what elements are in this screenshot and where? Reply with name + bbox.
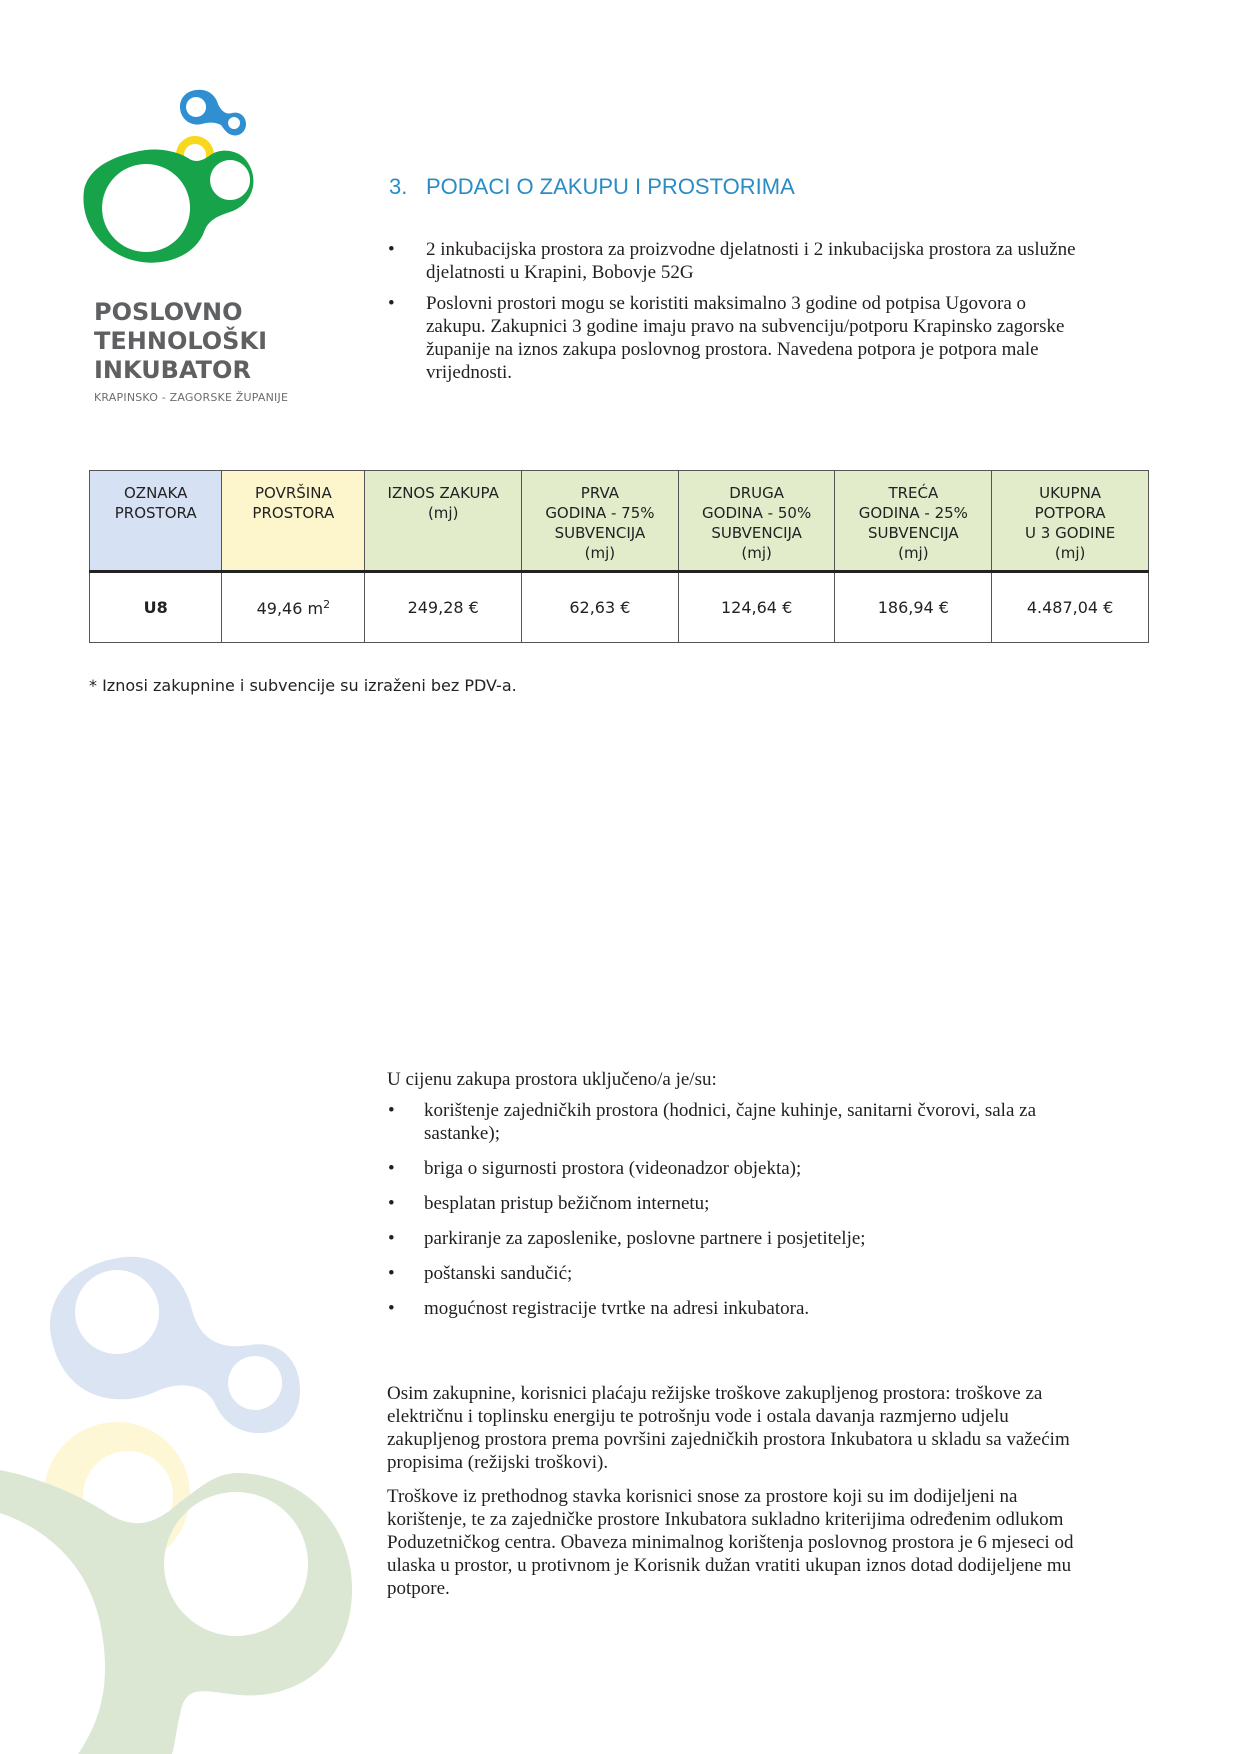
cell-total: 4.487,04 € [992, 572, 1149, 643]
header-year3 [835, 471, 992, 572]
list-item-text: briga o sigurnosti prostora (videonadzor objekta); [424, 1158, 802, 1179]
header-line: GODINA - 50% [702, 504, 812, 522]
logo-blue-bubbles-icon [180, 90, 246, 136]
list-item [385, 292, 1085, 384]
section-number: 3. [389, 174, 408, 199]
logo-line-3: INKUBATOR [94, 356, 251, 384]
header-line: IZNOS ZAKUPA [387, 484, 499, 502]
list-item [385, 238, 1085, 284]
header-year1 [522, 471, 679, 572]
list-item-text: mogućnost registracije tvrtke na adresi inkubatora. [424, 1298, 810, 1319]
list-item-text: korištenje zajedničkih prostora (hodnici, čajne kuhinje, sanitarni čvorovi, sala za sastanke); [424, 1100, 1037, 1144]
header-line: OZNAKA [123, 484, 188, 502]
cell-year2: 124,64 € [678, 572, 835, 643]
header-line: (mj) [898, 544, 929, 562]
header-line: SUBVENCIJA [868, 524, 959, 542]
cell-space-label: U8 [90, 572, 222, 643]
header-line: (mj) [741, 544, 772, 562]
header-line: (mj) [1054, 544, 1086, 562]
header-line: GODINA - 25% [858, 504, 968, 522]
vat-footnote: * Iznosi zakupnine i subvencije su izraženi bez PDV-a. [89, 676, 517, 695]
section-title: PODACI O ZAKUPU I PROSTORIMA [426, 174, 795, 199]
logo-mark [80, 80, 270, 270]
header-line: TREĆA [888, 484, 939, 502]
header-line: PROSTORA [114, 504, 197, 522]
header-line: U 3 GODINE [1025, 524, 1116, 542]
list-item-text: 2 inkubacijska prostora za proizvodne djelatnosti i 2 inkubacijska prostora za uslužne djelatnosti u Krapini, Bobovje 52G [426, 239, 1076, 283]
included-services [387, 1068, 1087, 1332]
list-item-text: besplatan pristup bežičnom internetu; [424, 1193, 710, 1214]
bullet-icon: • [388, 1158, 395, 1179]
decor-blue-bubbles [50, 1257, 300, 1433]
header-area [222, 471, 365, 572]
table-row [90, 572, 1149, 643]
cell-area [222, 572, 365, 643]
bullet-icon: • [388, 1298, 395, 1319]
list-item [387, 1227, 1087, 1250]
logo-line-1: POSLOVNO [94, 298, 243, 326]
list-item-text: parkiranje za zaposlenike, poslovne partnere i posjetitelje; [424, 1228, 866, 1249]
header-line: (mj) [427, 504, 459, 522]
header-space-label [90, 471, 222, 572]
header-line: PRVA [580, 484, 620, 502]
header-line: SUBVENCIJA [711, 524, 802, 542]
list-item-text: Poslovni prostori mogu se koristiti maksimalno 3 godine od potpisa Ugovora o zakupu. Zakupnici 3 godine imaju pravo na subvenciju/potporu Krapinsko zagorske županije na iznos zakupa poslovnog prostora. Navedena potpora je potpora male vrijednosti. [426, 293, 1065, 383]
header-line: UKUPNA [1039, 484, 1102, 502]
logo-wordmark [94, 298, 288, 404]
table-header-row [90, 471, 1149, 572]
bullet-icon: • [388, 293, 395, 314]
background-bubbles-decoration [0, 1220, 380, 1754]
bullet-icon: • [388, 1228, 395, 1249]
cell-rent: 249,28 € [365, 572, 522, 643]
cost-paragraphs [387, 1382, 1087, 1611]
header-line: GODINA - 75% [545, 504, 655, 522]
bullet-icon: • [388, 1193, 395, 1214]
list-item [387, 1262, 1087, 1285]
header-line: PROSTORA [252, 504, 335, 522]
area-value: 49,46 m [256, 598, 324, 618]
cell-year3: 186,94 € [835, 572, 992, 643]
header-line: SUBVENCIJA [554, 524, 646, 542]
header-total [992, 471, 1149, 572]
bullet-icon: • [388, 1100, 395, 1121]
header-year2 [678, 471, 835, 572]
header-line: POVRŠINA [255, 484, 332, 502]
included-intro: U cijenu zakupa prostora uključeno/a je/su: [387, 1069, 717, 1090]
decor-green-bubble [0, 1470, 352, 1754]
area-unit-superscript: 2 [323, 597, 331, 611]
list-item [387, 1192, 1087, 1215]
cell-year1: 62,63 € [522, 572, 679, 643]
list-item [387, 1099, 1087, 1145]
paragraph-cost-obligations: Troškove iz prethodnog stavka korisnici snose za prostore koji su im dodijeljeni na korištenje, te za zajedničke prostore Inkubatora sukladno kriterijima određenim odlukom Poduzetničkog centra. Obaveza minimalnog korištenja poslovnog prostora je 6 mjeseci od ulaska u prostor, u protivnom je Korisnik dužan vratiti ukupan iznos dotad dodijeljene mu potpore. [387, 1486, 1074, 1599]
section-heading [389, 174, 795, 200]
list-item-text: poštanski sandučić; [424, 1263, 573, 1284]
list-item [387, 1157, 1087, 1180]
included-list [387, 1099, 1087, 1320]
paragraph-utility-costs: Osim zakupnine, korisnici plaćaju režijske troškove zakupljenog prostora: troškove za električnu i toplinsku energiju te potrošnju vode i ostala davanja razmjerno udjelu zakupljenog prostora prema površini zajedničkih prostora Inkubatora u skladu sa važećim propisima (režijski troškovi). [387, 1383, 1070, 1473]
bullet-icon: • [388, 1263, 395, 1284]
bullet-icon: • [388, 239, 395, 260]
logo-line-2: TEHNOLOŠKI [94, 327, 267, 355]
logo-subtitle: KRAPINSKO - ZAGORSKE ŽUPANIJE [94, 391, 289, 404]
list-item [387, 1297, 1087, 1320]
rent-table [89, 470, 1149, 643]
logo-green-bubble-icon [83, 150, 253, 263]
header-line: DRUGA [729, 484, 785, 502]
intro-bullet-list [385, 238, 1085, 392]
header-line: POTPORA [1034, 504, 1106, 522]
header-rent [365, 471, 522, 572]
header-line: (mj) [584, 544, 616, 562]
